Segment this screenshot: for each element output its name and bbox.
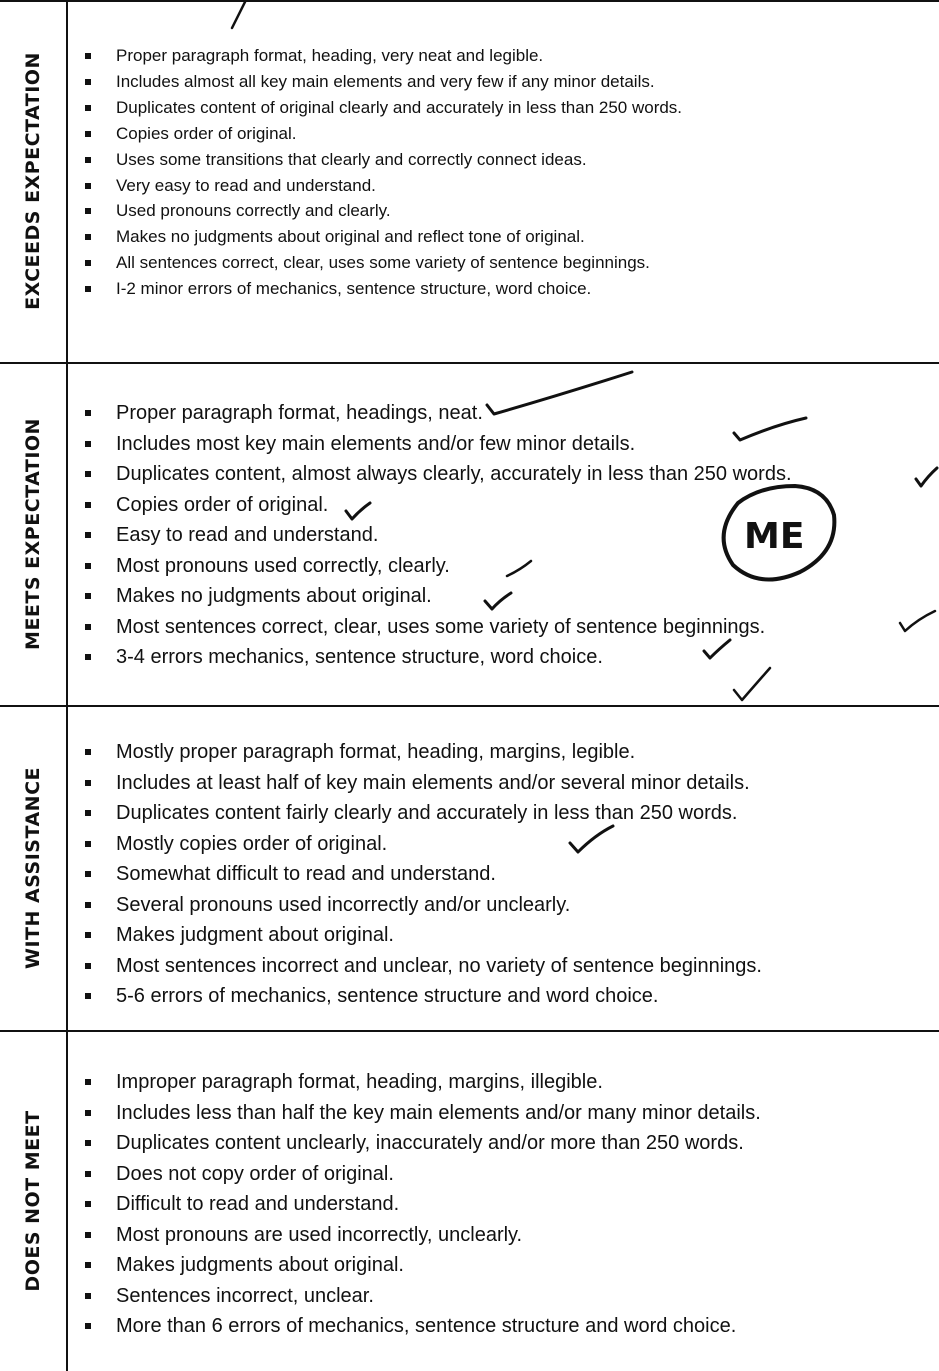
divider [0,705,939,707]
pen-stroke [232,0,246,28]
criteria-item: Copies order of original. [84,490,792,521]
criteria-item: Mostly proper paragraph format, heading, margins, legible. [84,737,762,768]
criteria-item: Improper paragraph format, heading, margins, illegible. [84,1067,761,1098]
criteria-item: Sentences incorrect, unclear. [84,1281,761,1312]
section-label-meets [0,362,66,705]
criteria-item: Makes no judgments about original and reflect tone of original. [84,224,682,250]
criteria-item: Duplicates content unclearly, inaccurately and/or more than 250 words. [84,1128,761,1159]
criteria-item: Mostly copies order of original. [84,829,762,860]
divider [0,362,939,364]
label-column-border [66,0,68,1371]
criteria-item: All sentences correct, clear, uses some variety of sentence beginnings. [84,250,682,276]
criteria-item: Most sentences incorrect and unclear, no variety of sentence beginnings. [84,951,762,982]
criteria-item: Copies order of original. [84,121,682,147]
section-label-exceeds [0,0,66,362]
criteria-item: Difficult to read and understand. [84,1189,761,1220]
criteria-item: Most sentences correct, clear, uses some variety of sentence beginnings. [84,612,792,643]
criteria-list-meets [84,398,792,673]
criteria-item: Used pronouns correctly and clearly. [84,198,682,224]
criteria-item: Proper paragraph format, heading, very neat and legible. [84,43,682,69]
checkmark-icon [900,611,935,631]
criteria-item: Duplicates content, almost always clearly, accurately in less than 250 words. [84,459,792,490]
criteria-item: Makes judgments about original. [84,1250,761,1281]
divider-top [0,0,939,2]
criteria-item: Does not copy order of original. [84,1159,761,1190]
section-label-with-assistance [0,705,66,1030]
criteria-item: Somewhat difficult to read and understand. [84,859,762,890]
divider [0,1030,939,1032]
criteria-item: More than 6 errors of mechanics, sentence structure and word choice. [84,1311,761,1342]
grade-mark-text: ME [744,516,805,557]
criteria-list-with-assistance [84,737,762,1012]
criteria-item: Includes less than half the key main elements and/or many minor details. [84,1098,761,1129]
checkmark-icon [916,468,937,486]
criteria-item: I-2 minor errors of mechanics, sentence structure, word choice. [84,276,682,302]
criteria-item: Most pronouns used correctly, clearly. [84,551,792,582]
criteria-item: Includes almost all key main elements and very few if any minor details. [84,69,682,95]
criteria-item: 3-4 errors mechanics, sentence structure, word choice. [84,642,792,673]
criteria-item: 5-6 errors of mechanics, sentence structure and word choice. [84,981,762,1012]
criteria-item: Makes no judgments about original. [84,581,792,612]
criteria-item: Duplicates content fairly clearly and accurately in less than 250 words. [84,798,762,829]
criteria-item: Duplicates content of original clearly and accurately in less than 250 words. [84,95,682,121]
section-label-text: EXCEEDS EXPECTATION [22,52,44,310]
section-label-text: DOES NOT MEET [22,1109,44,1292]
criteria-item: Proper paragraph format, headings, neat. [84,398,792,429]
section-label-does-not-meet [0,1030,66,1371]
criteria-item: Easy to read and understand. [84,520,792,551]
criteria-item: Includes most key main elements and/or few minor details. [84,429,792,460]
criteria-item: Very easy to read and understand. [84,173,682,199]
criteria-item: Most pronouns are used incorrectly, unclearly. [84,1220,761,1251]
section-label-text: MEETS EXPECTATION [22,417,44,650]
checkmark-icon [734,668,770,700]
criteria-item: Uses some transitions that clearly and correctly connect ideas. [84,147,682,173]
criteria-item: Includes at least half of key main elements and/or several minor details. [84,768,762,799]
criteria-list-does-not-meet [84,1067,761,1342]
criteria-list-exceeds [84,43,682,302]
criteria-item: Makes judgment about original. [84,920,762,951]
criteria-item: Several pronouns used incorrectly and/or unclearly. [84,890,762,921]
section-label-text: WITH ASSISTANCE [22,766,44,969]
